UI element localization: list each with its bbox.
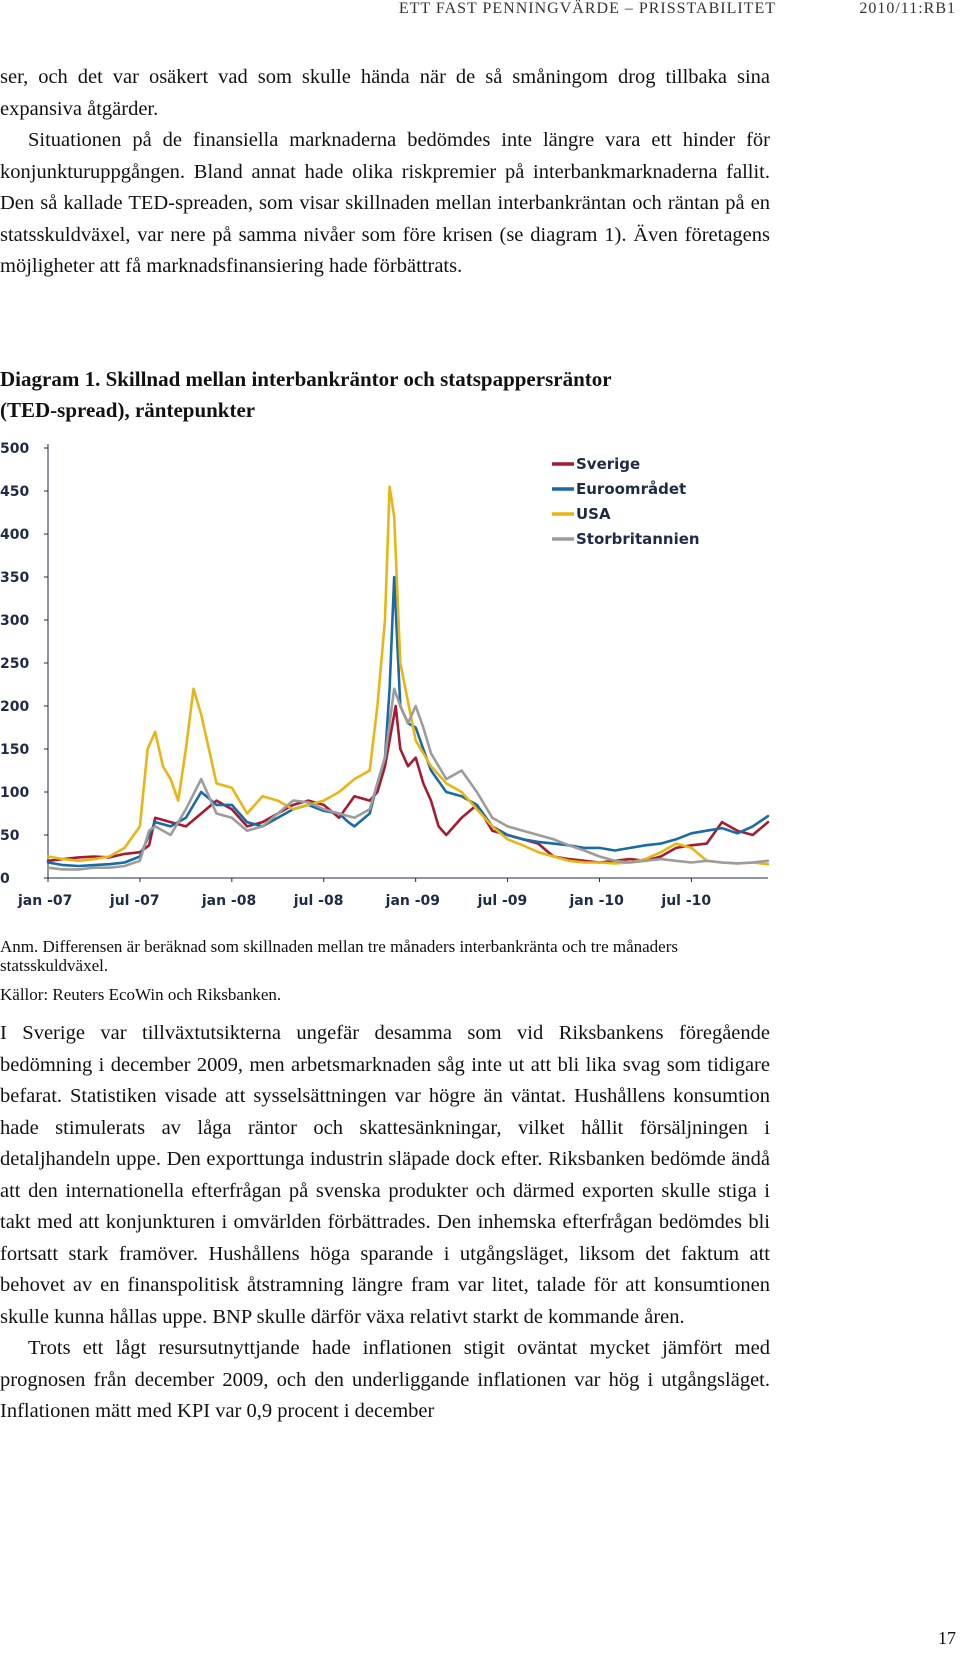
body-text-top (0, 62, 770, 283)
figure-title (0, 364, 770, 426)
y-tick-label: 450 (0, 484, 30, 500)
x-tick-label: jul -10 (661, 893, 712, 909)
y-tick-label: 400 (0, 527, 30, 543)
y-tick-label: 250 (0, 656, 30, 672)
series-line-sverige (48, 706, 768, 863)
legend-label: USA (576, 505, 611, 523)
legend-label: Storbritannien (576, 530, 700, 548)
x-tick-label: jan -09 (385, 893, 441, 909)
y-tick-label: 500 (0, 441, 30, 457)
x-tick-label: jul -07 (109, 893, 160, 909)
figure-title-line-1: Diagram 1. Skillnad mellan interbankräntor och statspappersräntor (0, 367, 612, 391)
y-tick-label: 100 (0, 785, 30, 801)
legend-label: Euroområdet (576, 480, 687, 498)
series-line-storbritannien (48, 689, 768, 870)
figure-note: Anm. Differensen är beräknad som skillnaden mellan tre månaders interbankränta och tre månaders statsskuldväxel. (0, 937, 679, 975)
figure-source: Källor: Reuters EcoWin och Riksbanken. (0, 985, 282, 1004)
page-number: 17 (938, 1628, 956, 1648)
paragraph-1: ser, och det var osäkert vad som skulle hända när de så småningom drog tillbaka sina expansiva åtgärder. (0, 66, 770, 120)
figure-title-line-2: (TED-spread), räntepunkter (0, 398, 256, 422)
y-tick-label: 0 (0, 871, 10, 887)
y-tick-label: 50 (0, 828, 20, 844)
x-tick-label: jan -07 (18, 893, 73, 909)
running-title: ETT FAST PENNINGVÄRDE – PRISSTABILITET (398, 0, 776, 17)
y-tick-label: 350 (0, 570, 30, 586)
document-code: 2010/11:RB1 (859, 0, 956, 17)
y-tick-label: 300 (0, 613, 30, 629)
x-tick-label: jan -10 (569, 893, 624, 909)
page-header (0, 0, 960, 22)
x-tick-label: jul -08 (293, 893, 344, 909)
x-tick-label: jan -08 (201, 893, 257, 909)
paragraph-4: Trots ett lågt resursutnyttjande hade inflationen stigit oväntat mycket jämfört med prognosen från december 2009, och den underliggande inflationen var hög i utgångsläget. Inflationen mätt med KPI var 0,9 procent i december (0, 1337, 770, 1422)
paragraph-2: Situationen på de finansiella marknaderna bedömdes inte längre vara ett hinder för konjunkturuppgången. Bland annat hade olika riskpremier på interbankmarknaderna fallit. Den så kallade TED-spreaden, som visar skillnaden mellan interbankräntan och räntan på en statsskuldväxel, var nere på samma nivåer som före krisen (se diagram 1). Även företagens möjligheter att få marknadsfinansiering hade förbättrats. (0, 129, 770, 277)
body-text-bottom (0, 1018, 770, 1428)
y-tick-label: 200 (0, 699, 30, 715)
paragraph-3: I Sverige var tillväxtutsikterna ungefär desamma som vid Riksbankens föregående bedömning i december 2009, men arbetsmarknaden såg inte ut att bli lika svag som tidigare befarat. Statistiken visade att sysselsättningen var högre än väntat. Hushållens konsumtion hade stimulerats av låga räntor och skattesänkningar, vilket hållit försäljningen i detaljhandeln uppe. Den exporttunga industrin släpade dock efter. Riksbanken bedömde ändå att den internationella efterfrågan på svenska produkter och därmed exporten skulle stiga i takt med att konjunkturen i omvärlden förbättrades. Den inhemska efterfrågan bedömdes bli fortsatt stark framöver. Hushållens höga sparande i utgångsläget, liksom det faktum att behovet av en finanspolitisk åtstramning längre fram var litet, talade för att konsumtionen skulle kunna hållas uppe. BNP skulle därför växa relativt starkt de kommande åren. (0, 1022, 770, 1328)
legend-label: Sverige (576, 455, 641, 473)
y-tick-label: 150 (0, 742, 30, 758)
x-tick-label: jul -09 (477, 893, 528, 909)
ted-spread-chart (0, 432, 780, 909)
